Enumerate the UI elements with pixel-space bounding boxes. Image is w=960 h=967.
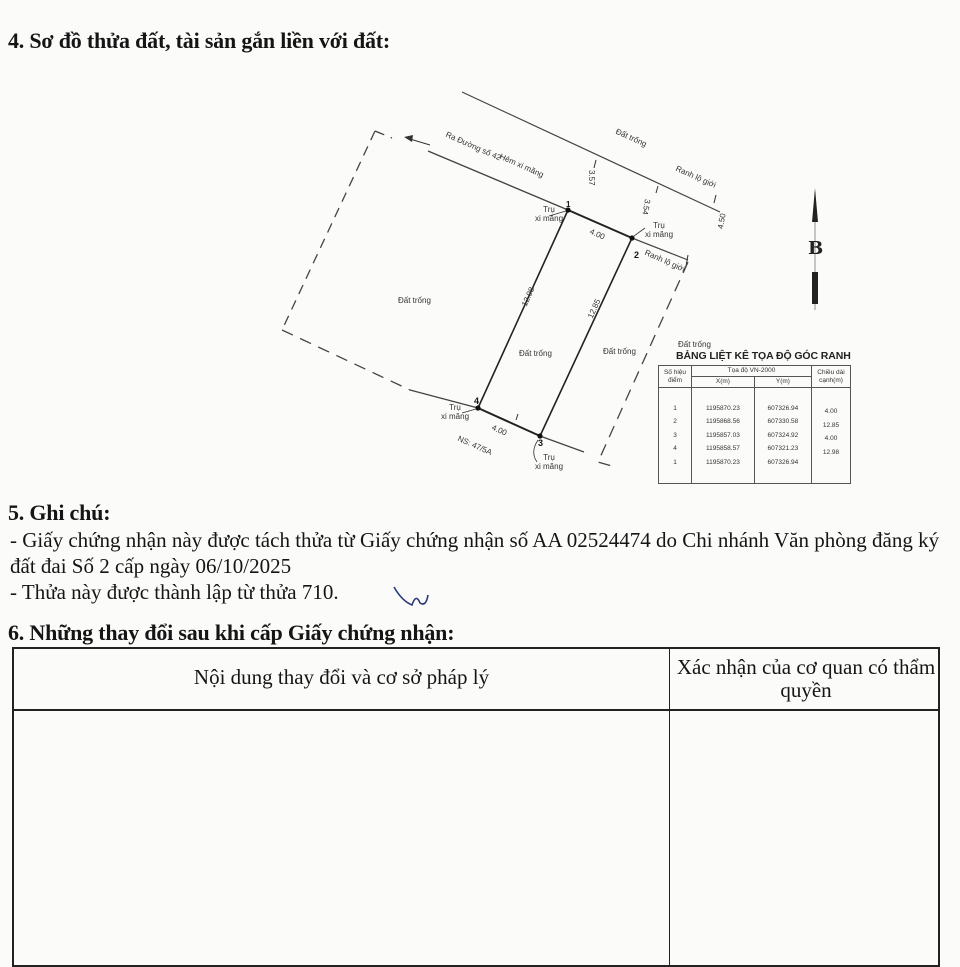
marker-label-4: Trụ xi măng: [441, 403, 470, 421]
empty-land-parcel-label: Đất trống: [519, 349, 552, 358]
col-change-content: Nội dung thay đổi và cơ sở pháp lý: [193, 665, 490, 689]
empty-land-right-label: Đất trống: [603, 347, 636, 356]
edge-2-3-label: 12.85: [586, 297, 603, 320]
section-5-heading: 5. Ghi chú:: [8, 500, 111, 525]
col-length: Chiều dài cạnh(m): [812, 366, 851, 388]
parcel-code-label: NS: 47/5A: [456, 434, 494, 458]
table-row: 4 1195858.57 607321.23 4.00: [659, 442, 851, 456]
coordinate-table-block: [658, 340, 853, 484]
alley-label: Hẻm xi măng: [498, 152, 546, 180]
table-row: 1 1195870.23 607326.94: [659, 402, 851, 416]
changes-table: [12, 647, 940, 967]
section-4-heading: 4. Sơ đồ thửa đất, tài sản gắn liền với đất:: [8, 28, 391, 53]
setback-1-label: 3.57: [587, 170, 596, 186]
note-1: - Giấy chứng nhận này được tách thửa từ Giấy chứng nhận số AA 02524474 do Chi nhánh Văn phòng đăng ký đất đai Số 2 cấp ngày 06/10/2025: [10, 528, 940, 578]
corner-point-4: [475, 405, 480, 410]
setback-2-label: 3.54: [640, 198, 652, 216]
col-authority-confirmation: Xác nhận của cơ quan có thẩm quyền: [676, 655, 936, 702]
arrow-left-icon: [404, 135, 413, 142]
signature-scribble-icon: [392, 583, 432, 613]
marker-label-3: Trụ xi măng: [535, 453, 564, 471]
svg-text:B: B: [808, 238, 824, 259]
road-width-label: 4.50: [716, 212, 728, 230]
col-point: Số hiệu điểm: [659, 366, 692, 388]
point-1-label: 1: [566, 200, 571, 209]
column-divider: [669, 649, 670, 965]
edge-4-1-label: 12.98: [520, 285, 537, 308]
col-y: Y(m): [754, 377, 811, 388]
note-2: - Thửa này được thành lập từ thửa 710.: [10, 580, 339, 604]
edge-1-2-label: 4.00: [588, 227, 607, 242]
col-system: Tọa độ VN-2000: [692, 366, 812, 377]
table-row: 1 1195870.23 607326.94 12.98: [659, 456, 851, 470]
point-4-label: 4: [474, 396, 480, 406]
section-6-heading: 6. Những thay đổi sau khi cấp Giấy chứng nhận:: [8, 620, 455, 645]
boundary-point2-label: Ranh lộ giới: [643, 248, 687, 274]
road-direction-label: Ra Đường số 42: [444, 130, 503, 163]
boundary-top-label: Ranh lộ giới: [674, 164, 718, 190]
col-x: X(m): [692, 377, 755, 388]
empty-land-left-label: Đất trống: [398, 296, 431, 305]
table-row: 2 1195868.56 607330.58 4.00: [659, 415, 851, 429]
empty-land-top-label: Đất trống: [614, 127, 649, 149]
table-row: 3 1195857.03 607324.92 12.85: [659, 429, 851, 443]
edge-3-4-label: 4.00: [490, 423, 509, 438]
coordinate-table-title: BẢNG LIỆT KÊ TỌA ĐỘ GÓC RANH: [676, 350, 851, 362]
point-3-label: 3: [538, 438, 544, 448]
marker-label-1: Trụ xi măng: [535, 205, 564, 223]
coordinate-table: [658, 365, 851, 484]
marker-label-2: Trụ xi măng: [645, 221, 674, 239]
point-2-label: 2: [634, 250, 640, 260]
north-arrow-icon: [808, 188, 823, 310]
corner-point-2: [629, 235, 634, 240]
empty-land-table-label: Đất trống: [678, 340, 711, 349]
